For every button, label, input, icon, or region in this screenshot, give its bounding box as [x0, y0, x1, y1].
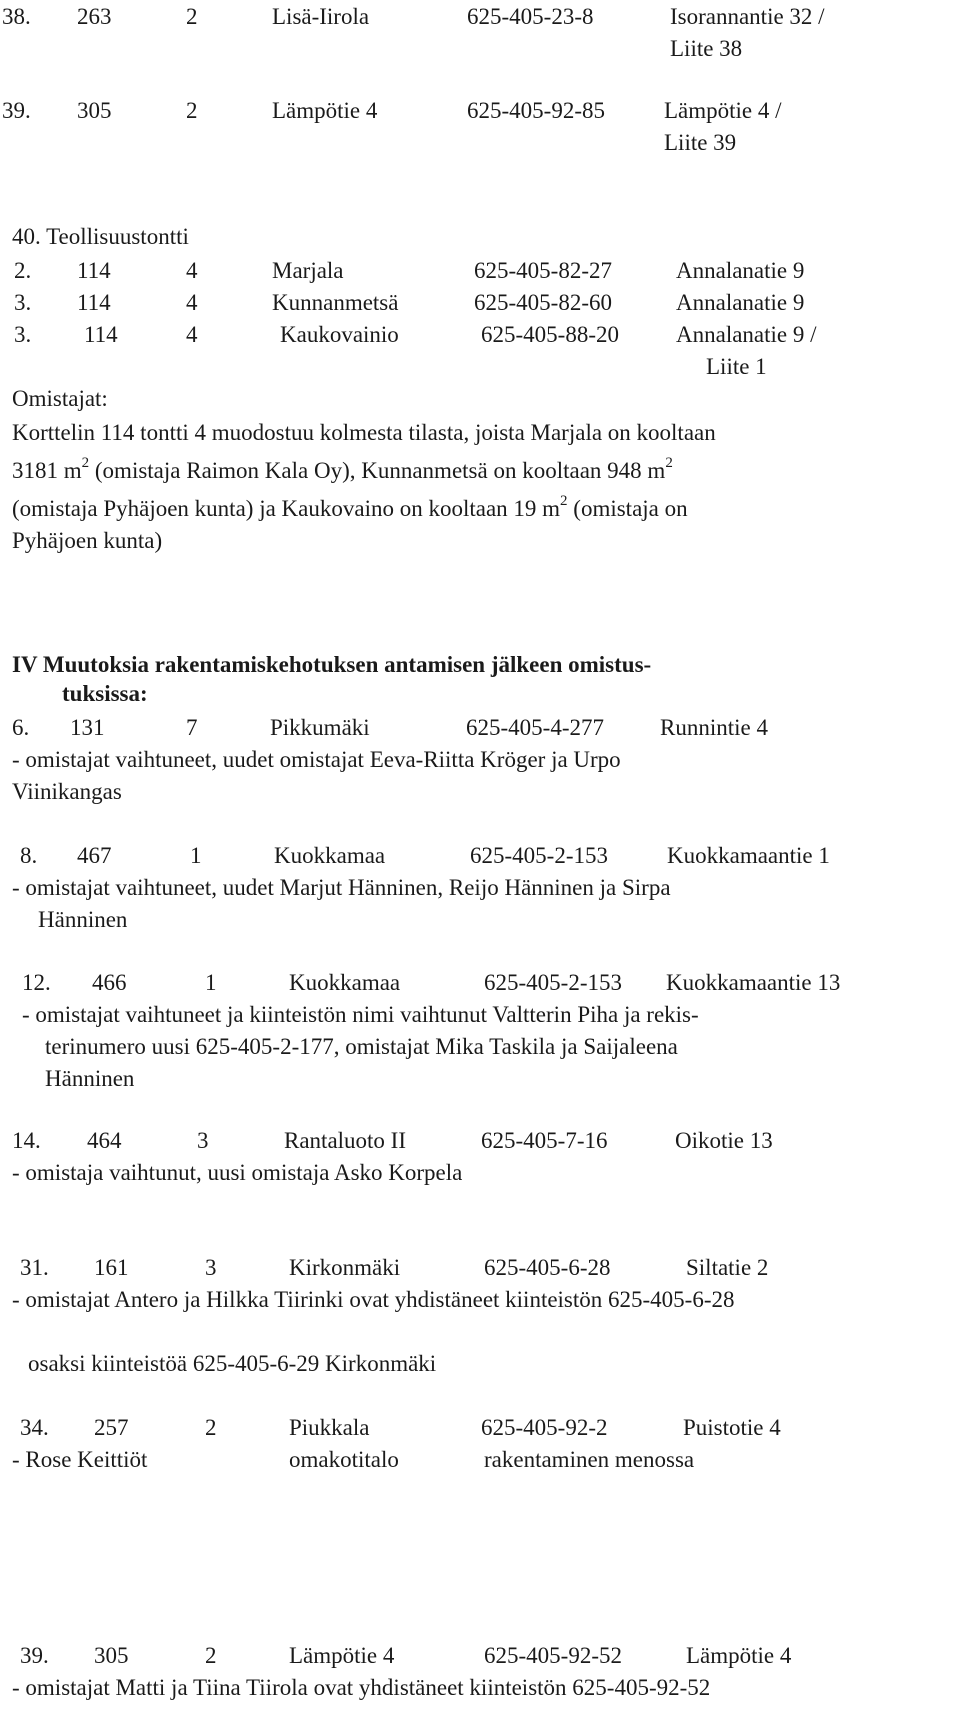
appendix: Liite 38 — [670, 36, 743, 61]
change-note: - omistajat vaihtuneet, uudet omistajat Eeva-Riitta Kröger ja Urpo — [12, 747, 621, 772]
owners-label: Omistajat: — [12, 386, 108, 411]
address: Kuokkamaantie 1 — [667, 843, 830, 868]
property-id: 625-405-4-277 — [466, 715, 604, 740]
change-note: - omistajat Matti ja Tiina Tiirola ovat yhdistäneet kiinteistön 625-405-92-52 — [12, 1675, 711, 1700]
row-number: 2. — [14, 258, 32, 283]
row-number: 3. — [14, 322, 32, 347]
property-name: Kunnanmetsä — [272, 290, 399, 315]
property-name: Lämpötie 4 — [272, 98, 378, 123]
row-number: 3. — [14, 290, 32, 315]
appendix: Liite 1 — [706, 354, 767, 379]
property-id: 625-405-92-2 — [481, 1415, 608, 1440]
row-number: 12. — [22, 970, 51, 995]
plot-number: 4 — [186, 290, 198, 315]
block-number: 305 — [77, 98, 112, 123]
row-number: 34. — [20, 1415, 49, 1440]
property-id: 625-405-88-20 — [481, 322, 619, 347]
plot-number: 3 — [197, 1128, 209, 1153]
block-number: 114 — [77, 258, 111, 283]
address: Runnintie 4 — [660, 715, 768, 740]
owners-line: (omistaja Pyhäjoen kunta) ja Kaukovaino on kooltaan 19 $m^2$ (omistaja on — [12, 493, 688, 521]
property-name: Marjala — [272, 258, 344, 283]
change-note: terinumero uusi 625-405-2-177, omistajat Mika Taskila ja Saijaleena — [45, 1034, 678, 1059]
plot-number: 1 — [205, 970, 217, 995]
property-name: Kaukovainio — [280, 322, 399, 347]
owners-line: Korttelin 114 tontti 4 muodostuu kolmesta tilasta, joista Marjala on kooltaan — [12, 420, 716, 445]
block-number: 114 — [84, 322, 118, 347]
plot-number: 1 — [190, 843, 202, 868]
property-id: 625-405-6-28 — [484, 1255, 611, 1280]
block-number: 257 — [94, 1415, 129, 1440]
address: Annalanatie 9 — [676, 258, 805, 283]
address: Annalanatie 9 — [676, 290, 805, 315]
section-title-continued: tuksissa: — [62, 681, 148, 706]
block-number: 466 — [92, 970, 127, 995]
property-name: Rantaluoto II — [284, 1128, 406, 1153]
address: Annalanatie 9 / — [676, 322, 817, 347]
change-note: rakentaminen menossa — [484, 1447, 695, 1472]
property-id: 625-405-82-27 — [474, 258, 612, 283]
address: Isorannantie 32 / — [670, 4, 825, 29]
row-number: 6. — [12, 715, 30, 740]
address: Lämpötie 4 — [686, 1643, 792, 1668]
row-number: 39. — [2, 98, 31, 123]
property-name: Lämpötie 4 — [289, 1643, 395, 1668]
change-note: Hänninen — [45, 1066, 135, 1091]
plot-number: 7 — [186, 715, 198, 740]
property-id: 625-405-2-153 — [470, 843, 608, 868]
change-note: omakotitalo — [289, 1447, 399, 1472]
section-title: IV Muutoksia rakentamiskehotuksen antamisen jälkeen omistus- — [12, 652, 652, 677]
address: Lämpötie 4 / — [664, 98, 782, 123]
property-name: Pikkumäki — [270, 715, 370, 740]
plot-number: 2 — [186, 4, 198, 29]
block-number: 161 — [94, 1255, 129, 1280]
change-note: - omistajat Antero ja Hilkka Tiirinki ovat yhdistäneet kiinteistön 625-405-6-28 — [12, 1287, 735, 1312]
plot-number: 2 — [186, 98, 198, 123]
category-heading: 40. Teollisuustontti — [12, 224, 189, 249]
owners-line: Pyhäjoen kunta) — [12, 528, 163, 553]
change-note: osaksi kiinteistöä 625-405-6-29 Kirkonmäki — [28, 1351, 437, 1376]
block-number: 114 — [77, 290, 111, 315]
owners-line: 3181 $m^2$ (omistaja Raimon Kala Oy), Kunnanmetsä on kooltaan 948 $m^2$ — [12, 455, 673, 483]
row-number: 14. — [12, 1128, 41, 1153]
row-number: 39. — [20, 1643, 49, 1668]
change-note: - omistaja vaihtunut, uusi omistaja Asko Korpela — [12, 1160, 463, 1185]
plot-number: 4 — [186, 322, 198, 347]
property-id: 625-405-23-8 — [467, 4, 594, 29]
property-id: 625-405-7-16 — [481, 1128, 608, 1153]
change-note: - omistajat vaihtuneet ja kiinteistön nimi vaihtunut Valtterin Piha ja rekis- — [22, 1002, 699, 1027]
row-number: 31. — [20, 1255, 49, 1280]
property-name: Kirkonmäki — [289, 1255, 401, 1280]
block-number: 464 — [87, 1128, 122, 1153]
plot-number: 3 — [205, 1255, 217, 1280]
property-name: Kuokkamaa — [289, 970, 401, 995]
plot-number: 4 — [186, 258, 198, 283]
plot-number: 2 — [205, 1415, 217, 1440]
change-note: Hänninen — [38, 907, 128, 932]
block-number: 305 — [94, 1643, 129, 1668]
block-number: 131 — [70, 715, 105, 740]
address: Siltatie 2 — [686, 1255, 769, 1280]
row-number: 8. — [20, 843, 38, 868]
property-id: 625-405-92-52 — [484, 1643, 622, 1668]
property-id: 625-405-2-153 — [484, 970, 622, 995]
change-note: Viinikangas — [12, 779, 122, 804]
property-id: 625-405-92-85 — [467, 98, 605, 123]
address: Oikotie 13 — [675, 1128, 773, 1153]
property-name: Lisä-Iirola — [272, 4, 370, 29]
plot-number: 2 — [205, 1643, 217, 1668]
property-name: Piukkala — [289, 1415, 370, 1440]
change-note: - Rose Keittiöt — [12, 1447, 148, 1472]
property-name: Kuokkamaa — [274, 843, 386, 868]
change-note: - omistajat vaihtuneet, uudet Marjut Hänninen, Reijo Hänninen ja Sirpa — [12, 875, 671, 900]
block-number: 467 — [77, 843, 112, 868]
address: Kuokkamaantie 13 — [666, 970, 841, 995]
address: Puistotie 4 — [683, 1415, 781, 1440]
appendix: Liite 39 — [664, 130, 737, 155]
row-number: 38. — [2, 4, 31, 29]
block-number: 263 — [77, 4, 112, 29]
property-id: 625-405-82-60 — [474, 290, 612, 315]
